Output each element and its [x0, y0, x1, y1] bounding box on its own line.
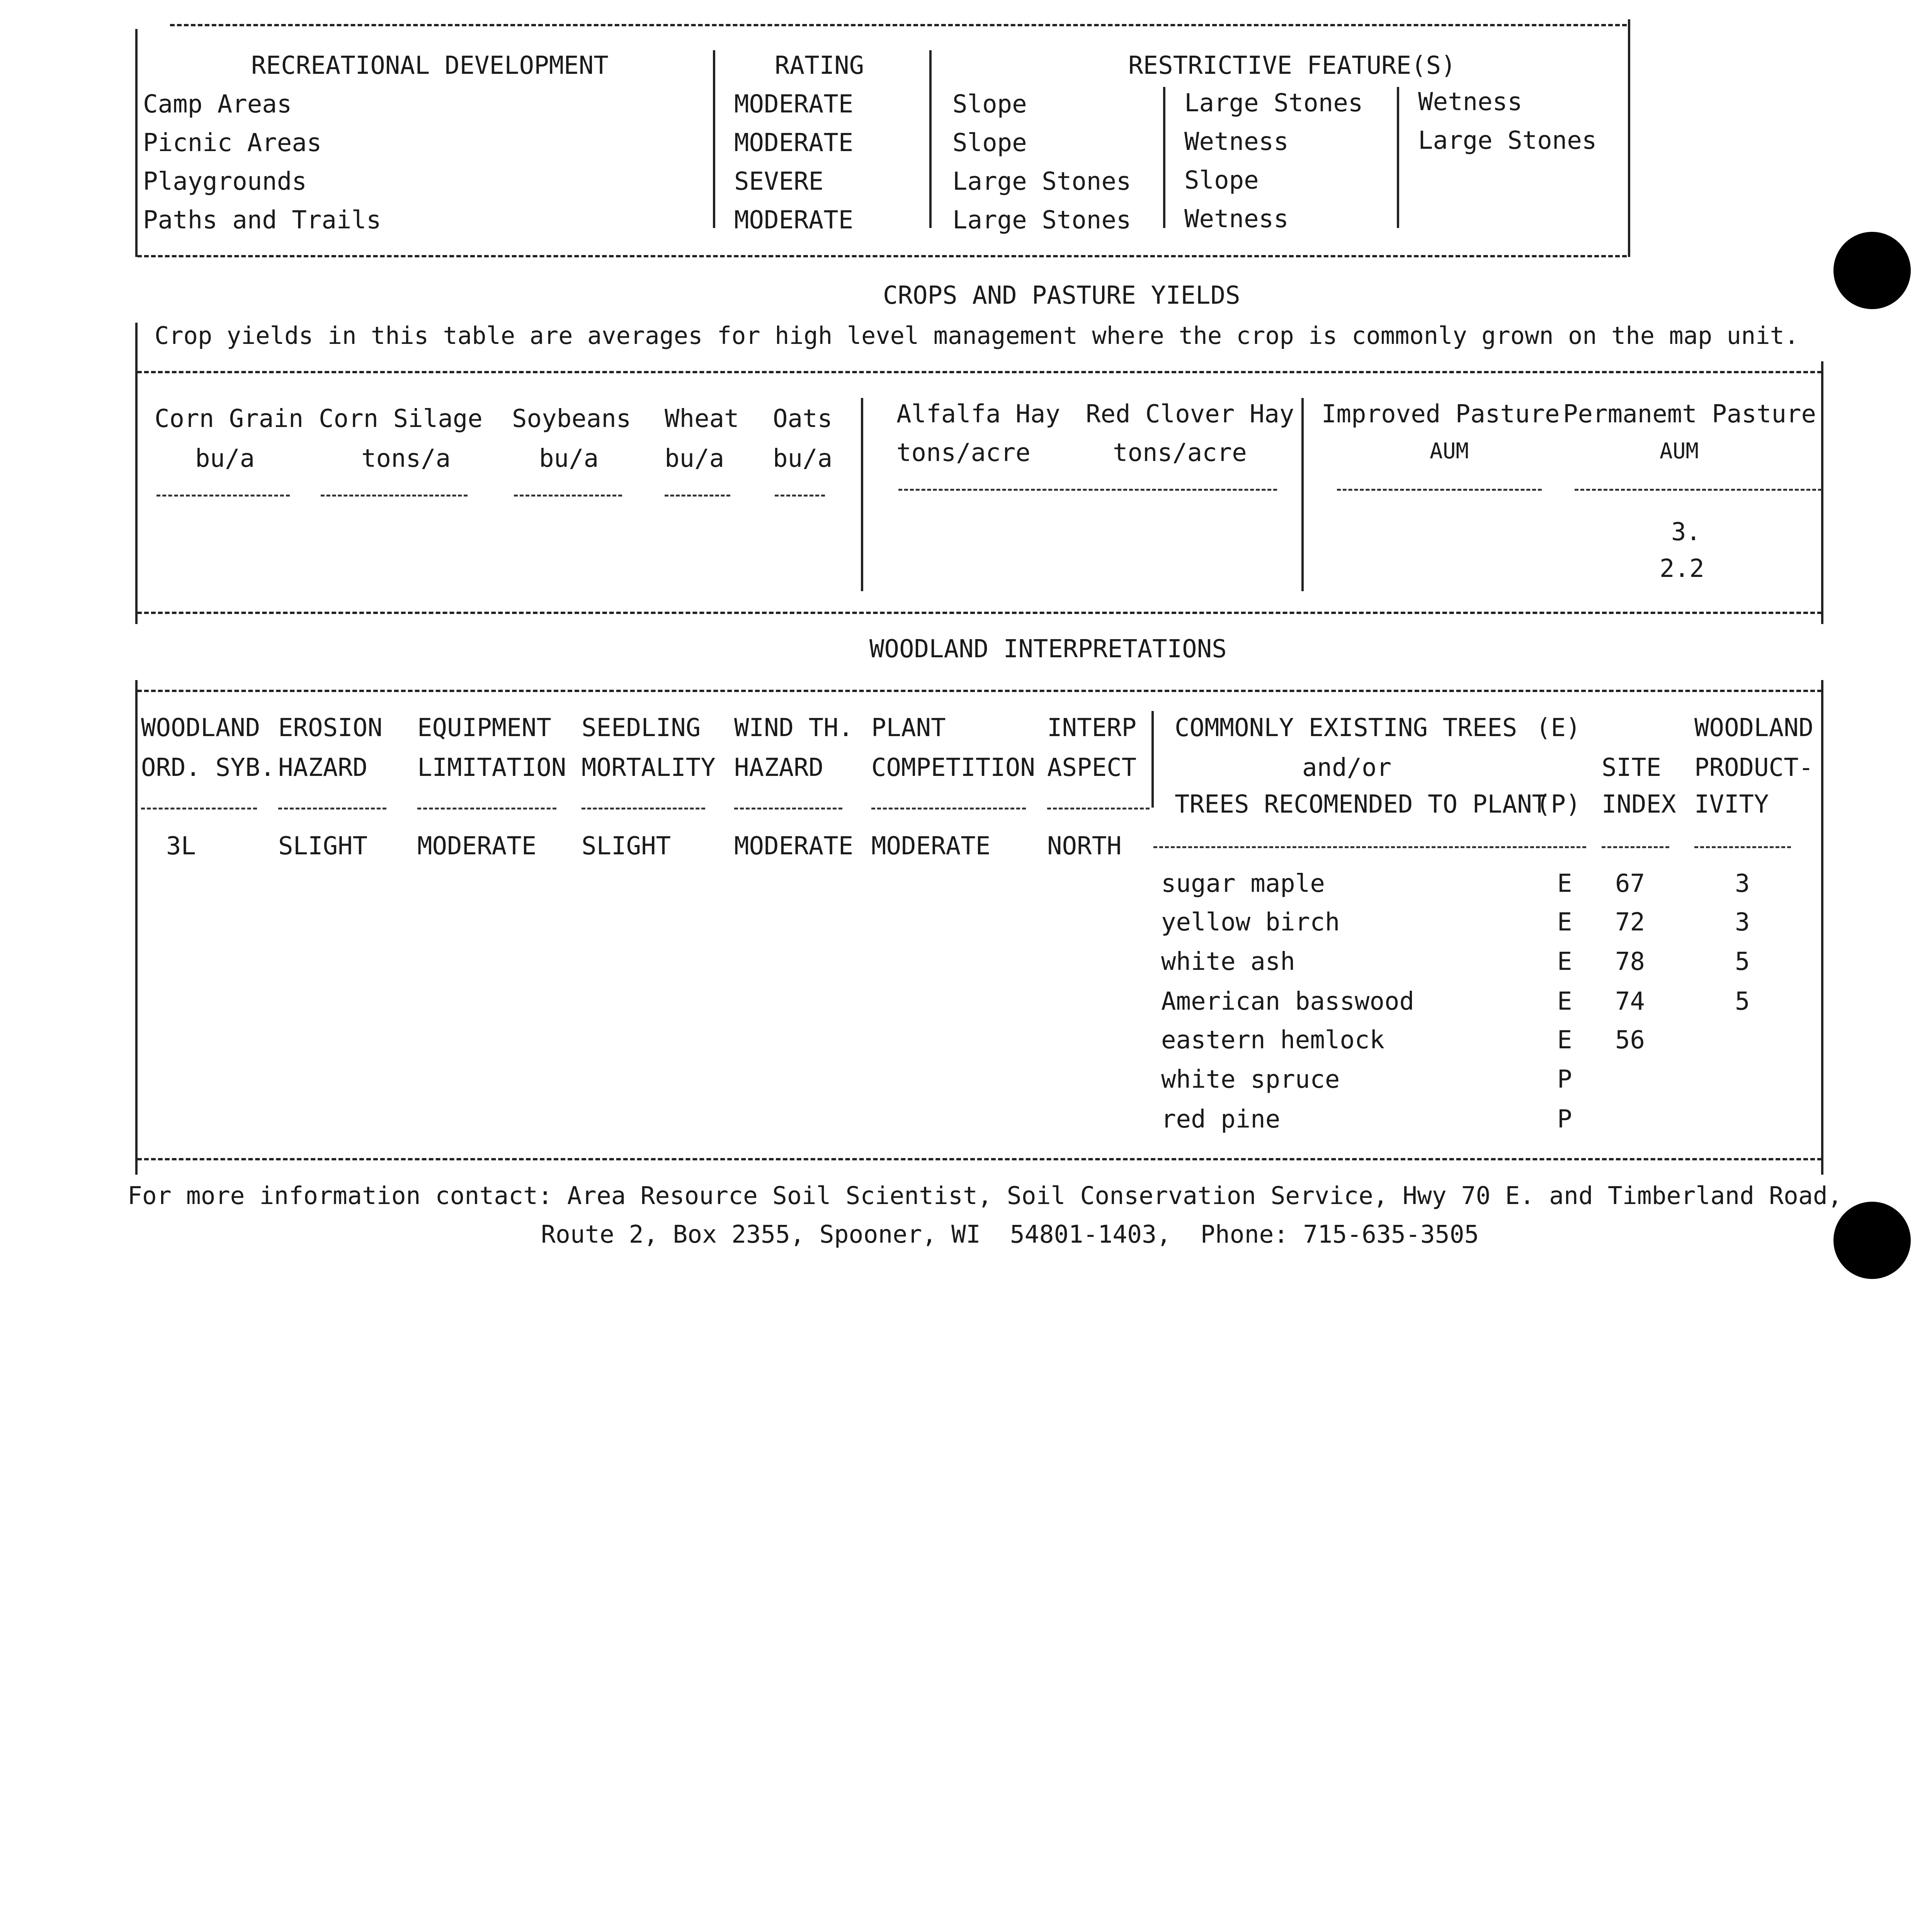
col-header-corn-grain: Corn Grain [155, 405, 304, 433]
col-header-trees: and/or [1302, 753, 1392, 782]
tree-name: American basswood [1161, 987, 1415, 1016]
productivity: 3 [1735, 869, 1750, 898]
col-header-wind-hazard: WIND TH. [734, 714, 854, 742]
col-unit-oats: bu/a [773, 444, 833, 473]
rule [137, 612, 1822, 614]
tree-code: P [1557, 1065, 1572, 1094]
restrictive-feature-2: Slope [1184, 166, 1259, 195]
rule-top [170, 24, 1627, 26]
table-border-right [1821, 680, 1823, 1175]
col-header-trees: COMMONLY EXISTING TREES [1175, 714, 1517, 742]
woodland-ord: 3L [166, 832, 196, 861]
col-header-woodland-productivity: PRODUCT- [1694, 753, 1814, 782]
rule [321, 495, 468, 497]
rule [137, 371, 1822, 373]
col-header-woodland-ord: WOODLAND [141, 714, 260, 742]
rule [1337, 489, 1542, 491]
rule [137, 690, 1822, 692]
col-header-woodland-productivity: IVITY [1694, 790, 1769, 819]
restrictive-feature-3: Large Stones [1418, 126, 1597, 155]
activity-name: Paths and Trails [143, 206, 381, 235]
rule [156, 495, 290, 497]
col-header-red-clover-hay: Red Clover Hay [1086, 400, 1294, 429]
col-header-improved-pasture: Improved Pasture [1321, 400, 1560, 429]
col-divider [1301, 398, 1304, 591]
wind-hazard: MODERATE [734, 832, 854, 861]
plant-competition: MODERATE [871, 832, 991, 861]
tree-code: E [1557, 869, 1572, 898]
activity-name: Playgrounds [143, 167, 307, 196]
rule [665, 495, 730, 497]
rule [137, 1158, 1822, 1160]
activity-rating: SEVERE [734, 167, 824, 196]
productivity: 5 [1735, 947, 1750, 976]
activity-name: Picnic Areas [143, 129, 322, 157]
col-header-wheat: Wheat [665, 405, 739, 433]
activity-rating: MODERATE [734, 206, 854, 235]
rule [141, 808, 257, 810]
col-unit-soybeans: bu/a [539, 444, 599, 473]
tree-name: yellow birch [1161, 908, 1340, 937]
restrictive-feature-2: Wetness [1184, 128, 1289, 156]
col-divider [861, 398, 863, 591]
seedling-mortality: SLIGHT [582, 832, 671, 861]
tree-code: E [1557, 947, 1572, 976]
rule [1575, 489, 1822, 491]
rule [582, 808, 705, 810]
rule [734, 808, 842, 810]
col-header-erosion-hazard: HAZARD [278, 753, 368, 782]
col-header-erosion-hazard: EROSION [278, 714, 383, 742]
col-unit-red-clover-hay: tons/acre [1113, 439, 1247, 467]
col-header-trees-code: (E) [1536, 714, 1581, 742]
col-divider [929, 50, 932, 228]
col-header-seedling-mortality: MORTALITY [582, 753, 716, 782]
col-header-interp-aspect: ASPECT [1047, 753, 1137, 782]
col-divider [1151, 711, 1154, 808]
site-index: 72 [1615, 908, 1645, 937]
col-header-wind-hazard: HAZARD [734, 753, 824, 782]
col-unit-wheat: bu/a [665, 444, 724, 473]
interp-aspect: NORTH [1047, 832, 1122, 861]
header-rating: RATING [775, 51, 864, 80]
table-border-left [135, 323, 138, 624]
col-header-plant-competition: COMPETITION [871, 753, 1035, 782]
col-unit-improved-pasture: AUM [1430, 439, 1469, 464]
rule [871, 808, 1026, 810]
rule [775, 495, 825, 497]
tree-code: E [1557, 1026, 1572, 1054]
col-header-corn-silage: Corn Silage [319, 405, 483, 433]
rule [1047, 808, 1150, 810]
col-header-woodland-productivity: WOODLAND [1694, 714, 1814, 742]
restrictive-feature-1: Large Stones [952, 167, 1131, 196]
col-header-equipment-limitation: EQUIPMENT [417, 714, 551, 742]
col-header-woodland-ord: ORD. SYB. [141, 753, 275, 782]
permanent-pasture-value: 3. [1671, 518, 1701, 546]
rule [1694, 846, 1791, 848]
restrictive-feature-1: Slope [952, 129, 1027, 157]
restrictive-feature-2: Large Stones [1184, 89, 1363, 117]
col-divider [713, 50, 715, 228]
restrictive-feature-3: Wetness [1418, 88, 1522, 116]
site-index: 74 [1615, 987, 1645, 1016]
restrictive-feature-2: Wetness [1184, 205, 1289, 233]
col-unit-alfalfa-hay: tons/acre [896, 439, 1031, 467]
rule [278, 808, 386, 810]
rule [1153, 846, 1586, 848]
contact-line: For more information contact: Area Resource Soil Scientist, Soil Conservation Service, Hwy 70 E. and Timberland Road, [128, 1182, 1842, 1210]
col-divider [1163, 87, 1165, 228]
activity-rating: MODERATE [734, 129, 854, 157]
tree-code: E [1557, 908, 1572, 937]
tree-code: P [1557, 1105, 1572, 1134]
col-header-interp-aspect: INTERP [1047, 714, 1137, 742]
rule [1602, 846, 1669, 848]
col-header-alfalfa-hay: Alfalfa Hay [896, 400, 1060, 429]
activity-name: Camp Areas [143, 90, 292, 119]
productivity: 5 [1735, 987, 1750, 1016]
binder-hole [1833, 232, 1911, 309]
restrictive-feature-1: Slope [952, 90, 1027, 119]
col-header-soybeans: Soybeans [512, 405, 631, 433]
rule [898, 489, 1277, 491]
table-border-left [135, 29, 138, 257]
rule [514, 495, 622, 497]
site-index: 78 [1615, 947, 1645, 976]
col-header-equipment-limitation: LIMITATION [417, 753, 566, 782]
col-header-oats: Oats [773, 405, 833, 433]
col-header-trees: TREES RECOMENDED TO PLANT [1175, 790, 1547, 819]
header-recreational-development: RECREATIONAL DEVELOPMENT [251, 51, 609, 80]
col-divider [1397, 87, 1399, 228]
woodland-title: WOODLAND INTERPRETATIONS [869, 635, 1227, 663]
col-header-site-index: SITE [1602, 753, 1662, 782]
tree-name: sugar maple [1161, 869, 1325, 898]
activity-rating: MODERATE [734, 90, 854, 119]
col-header-seedling-mortality: SEEDLING [582, 714, 701, 742]
table-border-left [135, 680, 138, 1175]
tree-name: red pine [1161, 1105, 1281, 1134]
col-unit-corn-grain: bu/a [195, 444, 255, 473]
col-header-trees-code: (P) [1536, 790, 1581, 819]
rule [417, 808, 556, 810]
tree-code: E [1557, 987, 1572, 1016]
permanent-pasture-value: 2.2 [1660, 554, 1704, 583]
equipment-limitation: MODERATE [417, 832, 537, 861]
tree-name: eastern hemlock [1161, 1026, 1384, 1054]
site-index: 56 [1615, 1026, 1645, 1054]
crops-title: CROPS AND PASTURE YIELDS [883, 281, 1240, 310]
table-border-right [1628, 19, 1630, 257]
col-header-plant-competition: PLANT [871, 714, 946, 742]
contact-line: Route 2, Box 2355, Spooner, WI 54801-1403, Phone: 715-635-3505 [541, 1220, 1479, 1248]
tree-name: white ash [1161, 947, 1295, 976]
rule [137, 255, 1627, 257]
header-restrictive-features: RESTRICTIVE FEATURE(S) [1128, 51, 1456, 80]
table-border-right [1821, 361, 1823, 624]
productivity: 3 [1735, 908, 1750, 937]
site-index: 67 [1615, 869, 1645, 898]
tree-name: white spruce [1161, 1065, 1340, 1094]
crops-note: Crop yields in this table are averages for high level management where the crop is commonly grown on the map unit. [155, 321, 1799, 350]
col-header-site-index: INDEX [1602, 790, 1676, 819]
erosion-hazard: SLIGHT [278, 832, 368, 861]
col-unit-corn-silage: tons/a [361, 444, 451, 473]
binder-hole [1833, 1202, 1911, 1279]
restrictive-feature-1: Large Stones [952, 206, 1131, 235]
col-header-permanent-pasture: Permanemt Pasture [1563, 400, 1816, 429]
col-unit-permanent-pasture: AUM [1660, 439, 1699, 464]
